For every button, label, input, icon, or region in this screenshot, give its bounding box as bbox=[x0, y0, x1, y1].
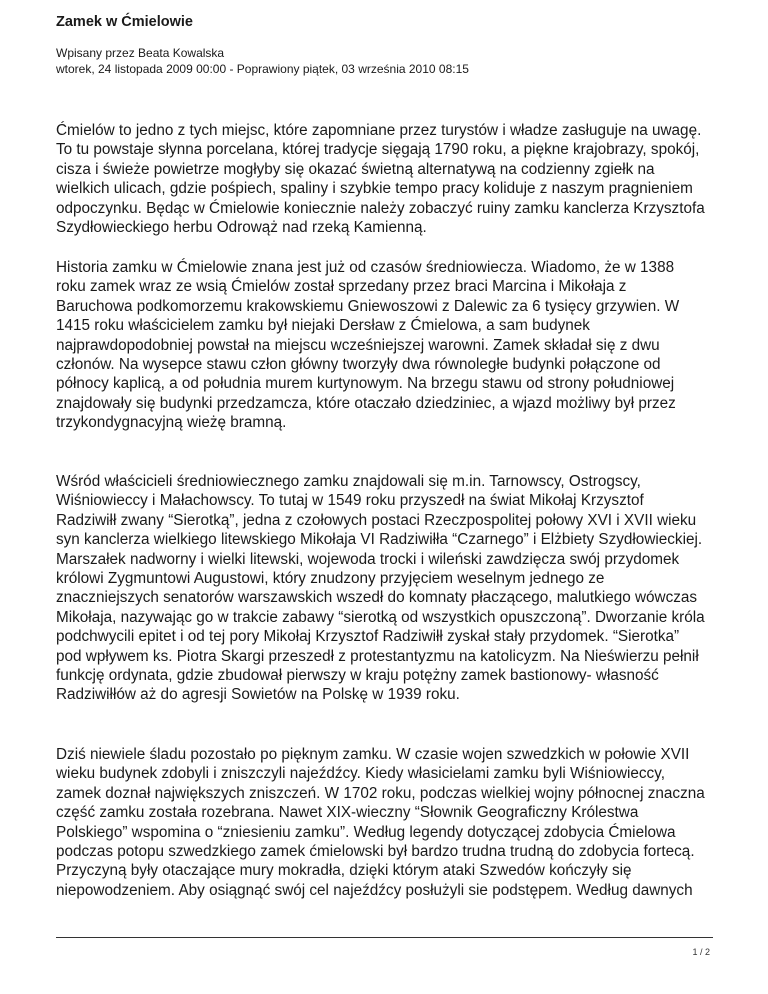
text-line: Marszałek nadworny i wielki litewski, wojewoda trocki i wileński zawdzięcza swój przydomek bbox=[56, 550, 680, 568]
text-line: Polskiego” wspomina o “zniesieniu zamku”. Według legendy dotyczącej zdobycia Ćmielowa bbox=[56, 823, 676, 841]
text-line: Radziwiłłów aż do agresji Sowietów na Polskę w 1939 roku. bbox=[56, 686, 460, 704]
text-line: 1415 roku właścicielem zamku był niejaki Dersław z Ćmielowa, a sam budynek bbox=[56, 317, 590, 335]
paragraph-3 bbox=[56, 472, 716, 705]
text-line: część zamku została rozebrana. Nawet XIX-wieczny “Słownik Geograficzny Królestwa bbox=[56, 804, 639, 822]
article-meta bbox=[56, 45, 469, 77]
paragraph-2 bbox=[56, 258, 716, 433]
text-line: znaczniejszych senatorów warszawskich wszedł do komnaty płaczącego, malutkiego wówczas bbox=[56, 589, 698, 607]
text-line: znajdowały się budynki przedzamcza, które otaczało dziedziniec, a wjazd możliwy był przez bbox=[56, 394, 676, 412]
text-line: północy kaplicą, a od południa murem kurtynowym. Na brzegu stawu od strony południowej bbox=[56, 375, 675, 393]
text-line: Mikołaja, nazywając go w trakcie zabawy “sierotką od wszystkich opuszczoną”. Dworzanie króla bbox=[56, 608, 705, 626]
text-line: Wiśniowieccy i Małachowscy. To tutaj w 1549 roku przyszedł na świat Mikołaj Krzysztof bbox=[56, 492, 644, 510]
text-line: cisza i świeże powietrze mogłyby się okazać świetną alternatywą na codzienny zgiełk na bbox=[56, 160, 655, 178]
text-line: funkcję ordynata, gdzie zbudował pierwszy w kraju potężny zamek bastionowy- własność bbox=[56, 667, 659, 685]
page-number: 1 / 2 bbox=[692, 947, 710, 957]
text-line: członów. Na wysepce stawu człon główny tworzyły dwa równoległe budynki połączone od bbox=[56, 356, 661, 374]
text-line: odpoczynku. Będąc w Ćmielowie koniecznie należy zobaczyć ruiny zamku kanclerza Krzysztofa bbox=[56, 199, 705, 217]
text-line: roku zamek wraz ze wsią Ćmielów został sprzedany przez braci Marcina i Mikołaja z bbox=[56, 278, 627, 296]
text-line: Baruchowa podkomorzemu krakowskiemu Gniewoszowi z Dalewic za 6 tysięcy grzywien. W bbox=[56, 297, 680, 315]
text-line: królowi Zygmuntowi Augustowi, który znudzony przyjęciem weselnym jednego ze bbox=[56, 570, 605, 588]
text-line: najprawdopodobniej powstał na miejscu wcześniejszej warowni. Zamek składał się z dwu bbox=[56, 336, 660, 354]
text-line: zamek doznał największych zniszczeń. W 1702 roku, podczas wielkiej wojny północnej znaczna bbox=[56, 784, 705, 802]
text-line: Dziś niewiele śladu pozostało po pięknym zamku. W czasie wojen szwedzkich w połowie XVII bbox=[56, 746, 690, 763]
text-line: podczas potopu szwedzkiego zamek ćmielowski był bardzo trudna trudną do zdobycia fortecą. bbox=[56, 843, 695, 861]
text-line: Historia zamku w Ćmielowie znana jest już od czasów średniowiecza. Wiadomo, że w 1388 bbox=[56, 259, 675, 276]
article-title: Zamek w Ćmielowie bbox=[56, 14, 193, 30]
date-line: wtorek, 24 listopada 2009 00:00 - Poprawiony piątek, 03 września 2010 08:15 bbox=[56, 62, 469, 76]
text-line: Wśród właścicieli średniowiecznego zamku znajdowali się m.in. Tarnowscy, Ostrogscy, bbox=[56, 473, 641, 490]
text-line: niepowodzeniem. Aby osiągnąć swój cel najeźdźcy posłużyli sie podstępem. Według dawnych bbox=[56, 881, 693, 899]
text-line: pod wpływem ks. Piotra Skargi przeszedł z protestantyzmu na katolicyzm. Na Nieświerzu pełnił bbox=[56, 647, 699, 665]
footer-divider bbox=[56, 937, 713, 938]
text-line: Szydłowieckiego herbu Odrowąż nad rzeką Kamienną. bbox=[56, 219, 427, 237]
text-line: Ćmielów to jedno z tych miejsc, które zapomniane przez turystów i władze zasługuje na uwagę. bbox=[56, 122, 702, 139]
text-line: To tu powstaje słynna porcelana, której tradycje sięgają 1790 roku, a piękne krajobrazy, spokój, bbox=[56, 141, 700, 159]
paragraph-1 bbox=[56, 121, 716, 237]
text-line: wielkich ulicach, gdzie pośpiech, spaliny i szybkie tempo pracy koliduje z naszym pragnieniem bbox=[56, 180, 693, 198]
text-line: syn kanclerza wielkiego litewskiego Mikołaja VI Radziwiłła “Czarnego” i Elżbiety Szydłowieckiej. bbox=[56, 531, 703, 549]
text-line: Przyczyną były otaczające mury mokradła, dzięki którym ataki Szwedów kończyły się bbox=[56, 862, 632, 880]
paragraph-4 bbox=[56, 745, 716, 900]
text-line: podchwycili epitet i od tej pory Mikołaj Krzysztof Radziwiłł zyskał stały przydomek. “Sierotka” bbox=[56, 628, 680, 646]
text-line: wieku budynek zdobyli i zniszczyli najeźdźcy. Kiedy własicielami zamku byli Wiśniowieccy, bbox=[56, 765, 665, 783]
author-line: Wpisany przez Beata Kowalska bbox=[56, 46, 225, 60]
text-line: trzykondygnacyjną wieżę bramną. bbox=[56, 414, 287, 432]
text-line: Radziwiłł zwany “Sierotką”, jedna z czołowych postaci Rzeczpospolitej połowy XVI i XVII wieku bbox=[56, 511, 697, 529]
